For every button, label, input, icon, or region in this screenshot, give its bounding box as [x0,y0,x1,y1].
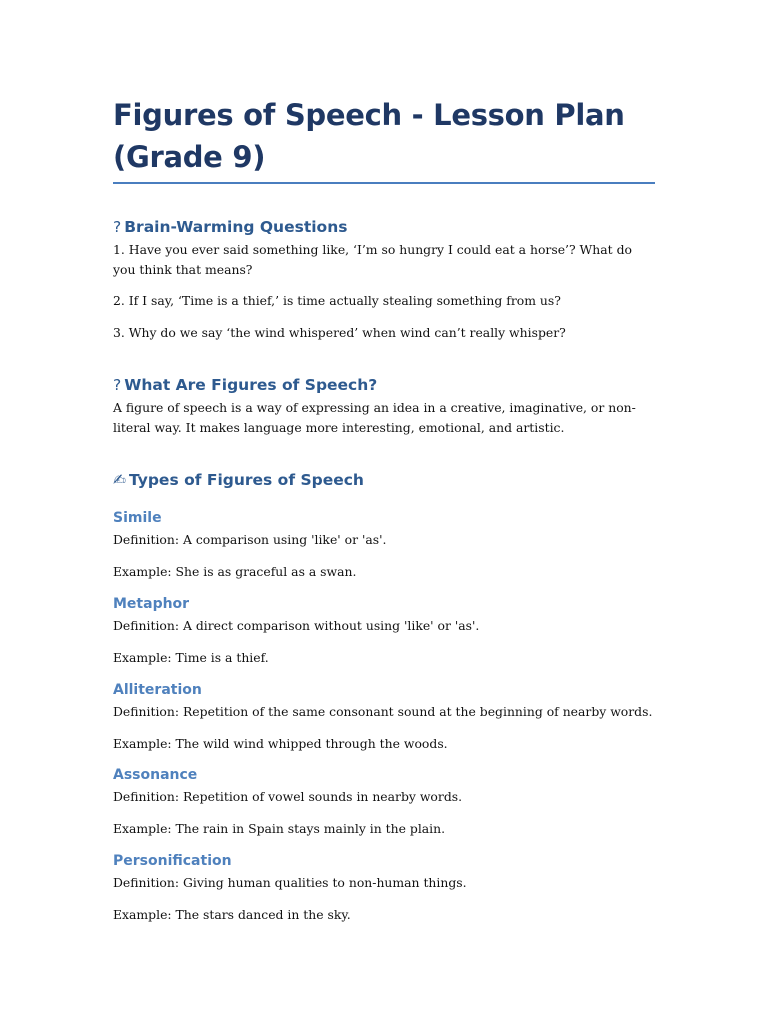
figure-example: Example: The rain in Spain stays mainly in the plain. [113,820,446,836]
section-heading-label: Types of Figures of Speech [129,471,364,489]
section-heading-brain-warming [113,217,655,237]
figure-example: Example: The stars danced in the sky. [113,906,351,922]
section-heading-label: Brain-Warming Questions [124,218,348,236]
section-heading-label: What Are Figures of Speech? [124,376,378,394]
figure-heading-assonance: Assonance [113,767,198,783]
figure-definition: Definition: A comparison using 'like' or 'as'. [113,532,387,547]
figure-definition: Definition: Repetition of the same consonant sound at the beginning of nearby words. [113,704,653,719]
document-title: Figures of Speech - Lesson Plan (Grade 9) [113,94,655,184]
section-heading-types [113,470,655,490]
figure-heading-alliteration: Alliteration [113,682,202,698]
figure-example: Example: Time is a thief. [113,649,269,665]
figure-definition: Definition: Repetition of vowel sounds in nearby words. [113,789,463,804]
definition-paragraph: A figure of speech is a way of expressing an idea in a creative, imaginative, or non-literal way. It makes language more interesting, emotional, and artistic. [113,400,636,435]
question-1: 1. Have you ever said something like, ‘I’m so hungry I could eat a horse’? What do you think that means? [113,242,632,277]
section-heading-what-are [113,375,655,395]
figure-definition: Definition: A direct comparison without using 'like' or 'as'. [113,618,480,633]
document-page [113,94,655,924]
figure-heading-simile: Simile [113,510,162,526]
figure-definition: Definition: Giving human qualities to non-human things. [113,875,467,890]
question-box-icon: ? [113,218,122,236]
writing-hand-icon: ✍ [113,471,126,489]
figure-example: Example: She is as graceful as a swan. [113,563,357,579]
figure-example: Example: The wild wind whipped through the woods. [113,735,448,751]
question-box-icon: ? [113,376,122,394]
question-2: 2. If I say, ‘Time is a thief,’ is time actually stealing something from us? [113,293,561,308]
figure-heading-personification: Personification [113,853,232,869]
question-3: 3. Why do we say ‘the wind whispered’ when wind can’t really whisper? [113,324,566,340]
figure-heading-metaphor: Metaphor [113,596,190,612]
